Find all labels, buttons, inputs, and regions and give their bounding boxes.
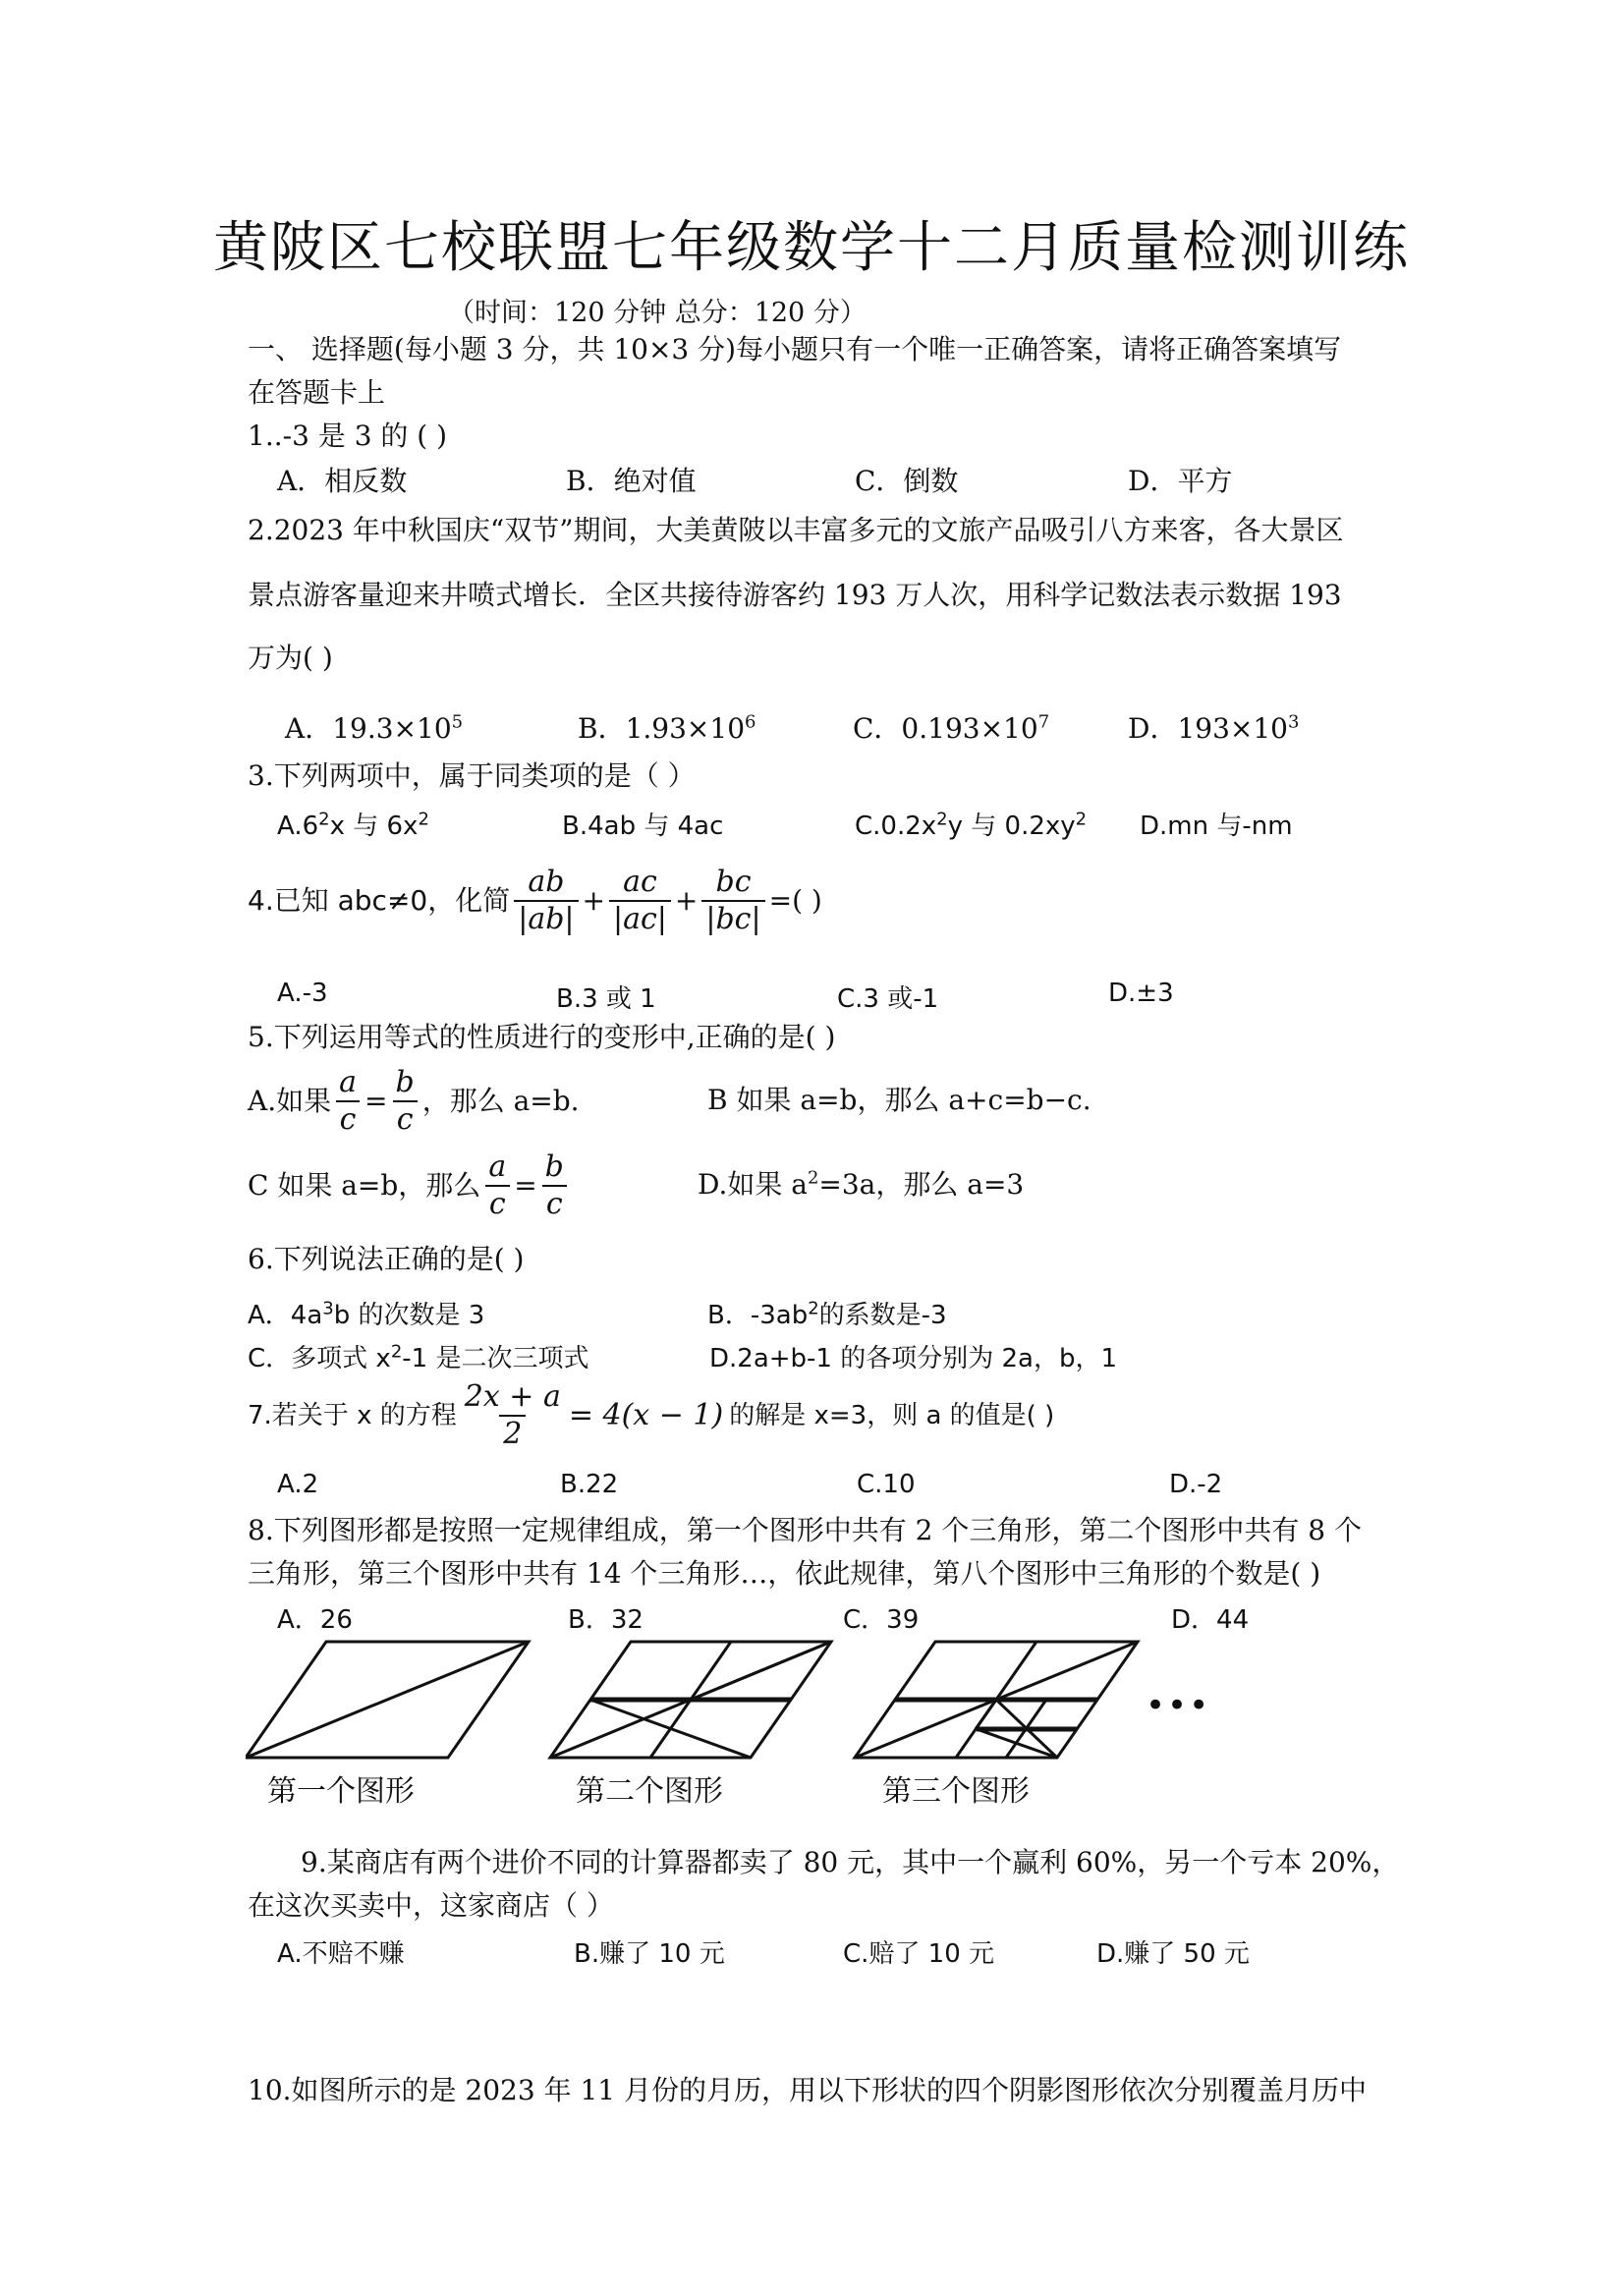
q1-option-d: D．平方 — [1128, 465, 1233, 497]
q6-option-b: B．$-3ab^2$的系数是-3 — [707, 1298, 947, 1330]
q7-option-c: C.10 — [857, 1470, 916, 1499]
fraction-ab: $\frac{ab}{|ab|}$ — [514, 865, 578, 937]
figure-1-label: 第一个图形 — [267, 1774, 415, 1809]
q3-option-a: $A.6^2x$ 与 $6x^2$ — [277, 809, 429, 841]
fraction-bc: $\frac{bc}{|bc|}$ — [701, 865, 764, 937]
ellipsis: ••• — [1146, 1686, 1211, 1725]
q7-option-a: A.2 — [277, 1470, 319, 1499]
question-2-line1: 2.2023 年中秋国庆“双节”期间，大美黄陂以丰富多元的文旅产品吸引八方来客，各大景区 — [248, 514, 1344, 546]
fraction-ac: $\frac{ac}{|ac|}$ — [609, 865, 671, 937]
q3-option-b: B.4ab 与 4ac — [562, 812, 724, 841]
figure-3 — [855, 1642, 1138, 1758]
q4-option-a: A.-3 — [277, 979, 328, 1008]
q8-option-d: D．44 — [1171, 1605, 1250, 1635]
q9-option-b: B.赚了 10 元 — [574, 1939, 725, 1969]
question-8-line2: 三角形，第三个图形中共有 14 个三角形…，依此规律，第八个图形中三角形的个数是( ) — [248, 1557, 1321, 1590]
figure-2-label: 第二个图形 — [576, 1774, 723, 1809]
q8-option-a: A．26 — [277, 1605, 353, 1635]
q2-option-a: A．$19.3\times 10^5$ — [285, 711, 464, 745]
q3-option-d: D.mn 与-nm — [1140, 812, 1293, 841]
figure-1 — [246, 1642, 529, 1758]
q5-option-c: C 如果 a=b，那么 $\frac{a}{c}$ = $\frac{b}{c}$ — [248, 1149, 572, 1222]
question-4: 4.已知 abc≠0，化简 $\frac{ab}{|ab|}$ + $\frac{ac}{|ac|}$ + $\frac{bc}{|bc|}$ =( ) — [248, 865, 822, 936]
q7-option-b: B.22 — [560, 1470, 619, 1499]
question-5: 5.下列运用等式的性质进行的变形中,正确的是( ) — [248, 1021, 836, 1053]
question-9-line2: 在这次买卖中，这家商店（ ） — [248, 1889, 614, 1922]
q2-option-c: C．$0.193\times 10^7$ — [853, 711, 1050, 745]
q5-option-b: B 如果 a=b，那么 a+c=b−c. — [707, 1084, 1091, 1116]
q1-option-a: A．相反数 — [277, 465, 408, 497]
q5-option-d: D.如果 $a^2=3a$，那么 a=3 — [698, 1167, 1025, 1201]
question-6: 6.下列说法正确的是( ) — [248, 1243, 525, 1275]
q9-option-a: A.不赔不赚 — [277, 1939, 405, 1969]
question-7: 7.若关于 x 的方程 $\frac{2x + a}{2}$ = 4(x − 1) 的解是 x=3，则 a 的值是( ) — [248, 1379, 1055, 1451]
q6-option-d: D.2a+b-1 的各项分别为 2a，b，1 — [709, 1344, 1118, 1373]
q1-option-b: B．绝对值 — [566, 465, 697, 497]
q6-option-c: C．多项式 $x^2-1$ 是二次三项式 — [248, 1341, 589, 1373]
question-2-line2: 景点游客量迎来井喷式增长．全区共接待游客约 193 万人次，用科学记数法表示数据 193 — [248, 579, 1342, 611]
q4-option-c: C.3 或-1 — [837, 984, 939, 1014]
section-heading-cont: 在答题卡上 — [248, 376, 386, 409]
figure-2 — [550, 1642, 831, 1758]
figure-3-label: 第三个图形 — [882, 1774, 1030, 1809]
question-10: 10.如图所示的是 2023 年 11 月份的月历，用以下形状的四个阴影图形依次分别覆盖月历中 — [248, 2074, 1368, 2106]
q5-option-a: A.如果 $\frac{a}{c}$ = $\frac{b}{c}$ ，那么 a=b. — [248, 1065, 580, 1137]
q2-option-d: D．$193\times 10^3$ — [1128, 711, 1300, 745]
question-3: 3.下列两项中，属于同类项的是（ ） — [248, 759, 696, 792]
q1-option-c: C．倒数 — [855, 465, 959, 497]
question-2-line3: 万为( ) — [248, 642, 333, 674]
section-heading: 一、 选择题(每小题 3 分，共 10×3 分)每小题只有一个唯一正确答案，请将正确答案填写 — [248, 333, 1342, 365]
question-9-line1: 9.某商店有两个进价不同的计算器都卖了 80 元，其中一个赢利 60%，另一个亏本 20%， — [301, 1846, 1400, 1878]
q2-option-b: B．$1.93\times 10^6$ — [578, 711, 756, 745]
exam-info: （时间：120 分钟 总分：120 分） — [448, 298, 867, 328]
question-1: 1..-3 是 3 的 ( ) — [248, 420, 448, 452]
q3-option-c: $C.0.2x^2y$ 与 $0.2xy^2$ — [855, 809, 1088, 841]
q4-option-d: D.±3 — [1108, 979, 1174, 1008]
q6-option-a: A．$4a^3b$ 的次数是 3 — [248, 1298, 485, 1330]
q8-option-b: B．32 — [568, 1605, 644, 1635]
question-8-line1: 8.下列图形都是按照一定规律组成，第一个图形中共有 2 个三角形，第二个图形中共有 8 个 — [248, 1514, 1362, 1546]
q9-option-d: D.赚了 50 元 — [1096, 1939, 1250, 1969]
q8-option-c: C．39 — [843, 1605, 920, 1635]
q9-option-c: C.赔了 10 元 — [843, 1939, 995, 1969]
page-title: 黄陂区七校联盟七年级数学十二月质量检测训练 — [213, 216, 1410, 280]
q7-option-d: D.-2 — [1169, 1470, 1223, 1499]
q4-option-b: B.3 或 1 — [556, 984, 656, 1014]
